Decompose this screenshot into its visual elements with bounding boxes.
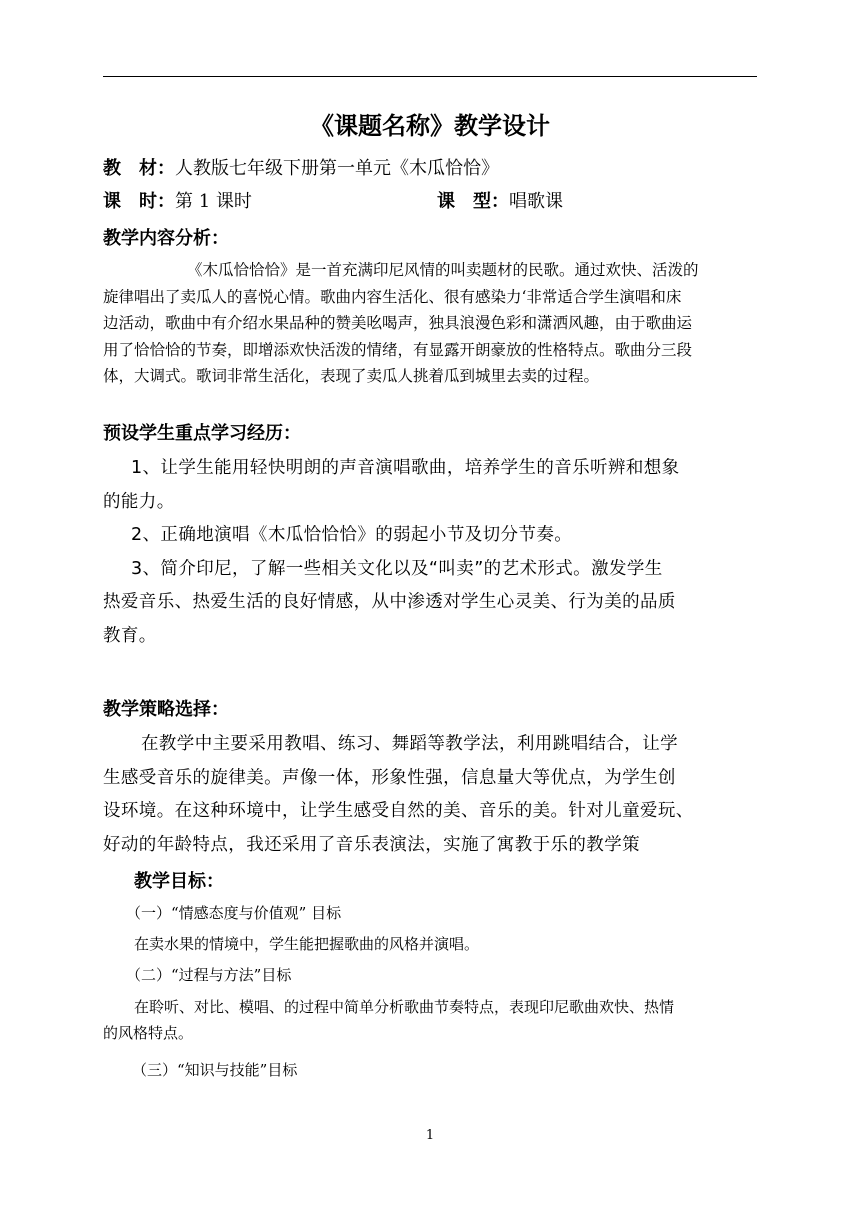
header-rule: [103, 76, 757, 77]
material-row: [103, 156, 763, 182]
analysis-heading: 教学内容分析：: [103, 228, 229, 249]
experience-line: 1、让学生能用轻快明朗的声音演唱歌曲，培养学生的音乐听辨和想象: [131, 458, 680, 478]
experience-line: 3、简介印尼，了解一些相关文化以及“叫卖”的艺术形式。激发学生: [131, 558, 663, 579]
goal2-line: 的风格特点。: [103, 1024, 194, 1042]
type-value: 唱歌课: [509, 191, 563, 212]
strategy-heading: 教学策略选择：: [103, 699, 229, 720]
analysis-paragraph: [103, 257, 759, 390]
experience-line: 教育。: [103, 625, 157, 646]
strategy-line: 生感受音乐的旋律美。声像一体，形象性强，信息量大等优点，为学生创: [103, 767, 676, 788]
experience-line: 热爱音乐、热爱生活的良好情感，从中渗透对学生心灵美、行为美的品质: [103, 592, 676, 612]
goal1-heading: （一）“情感态度与价值观” 目标: [126, 904, 342, 922]
type-row: [437, 189, 757, 215]
strategy-line: 好动的年龄特点，我还采用了音乐表演法，实施了寓教于乐的教学策: [103, 834, 640, 855]
strategy-line: 在教学中主要采用教唱、练习、舞蹈等教学法，利用跳唱结合，让学: [141, 734, 678, 754]
document-title: 《课题名称》教学设计: [310, 111, 550, 140]
experience-line: 2、正确地演唱《木瓜恰恰恰》的弱起小节及切分节奏。: [131, 525, 573, 545]
analysis-line: 体，大调式。歌词非常生活化，表现了卖瓜人挑着瓜到城里去卖的过程。: [103, 367, 600, 385]
goal2-paragraph: [103, 996, 759, 1044]
page-number: 1: [425, 1128, 435, 1143]
goal2-heading: （二）“过程与方法”目标: [126, 966, 292, 984]
period-label: 课 时：: [103, 191, 175, 212]
experience-line: 的能力。: [103, 491, 175, 512]
strategy-line: 设环境。在这种环境中，让学生感受自然的美、音乐的美。针对儿童爱玩、: [103, 801, 694, 821]
period-value: 第 1 课时: [175, 191, 252, 212]
analysis-line: 边活动，歌曲中有介绍水果品种的赞美吆喝声，独具浪漫色彩和潇洒风趣，由于歌曲运: [103, 314, 693, 332]
goal3-heading: （三）“知识与技能”目标: [132, 1061, 298, 1079]
goals-heading: 教学目标：: [134, 871, 224, 892]
analysis-line: 旋律唱出了卖瓜人的喜悦心情。歌曲内容生活化、很有感染力‘非常适合学生演唱和床: [103, 287, 682, 306]
type-label: 课 型：: [437, 191, 509, 212]
material-label: 教 材：: [103, 158, 175, 179]
analysis-line: 用了恰恰恰的节奏，即增添欢快活泼的情绪，有显露开朗豪放的性格特点。歌曲分三段: [103, 340, 693, 359]
material-value: 人教版七年级下册第一单元《木瓜恰恰》: [175, 158, 499, 179]
goal2-line: 在聆听、对比、模唱、的过程中简单分析歌曲节奏特点，表现印尼歌曲欢快、热情: [134, 998, 675, 1016]
experience-heading: 预设学生重点学习经历：: [103, 423, 301, 444]
goal1-text: 在卖水果的情境中，学生能把握歌曲的风格并演唱。: [134, 935, 480, 953]
strategy-paragraph: [103, 728, 759, 862]
experience-paragraph: [103, 452, 759, 653]
analysis-line: 《木瓜恰恰恰》是一首充满印尼风情的叫卖题材的民歌。通过欢快、活泼的: [187, 261, 699, 279]
